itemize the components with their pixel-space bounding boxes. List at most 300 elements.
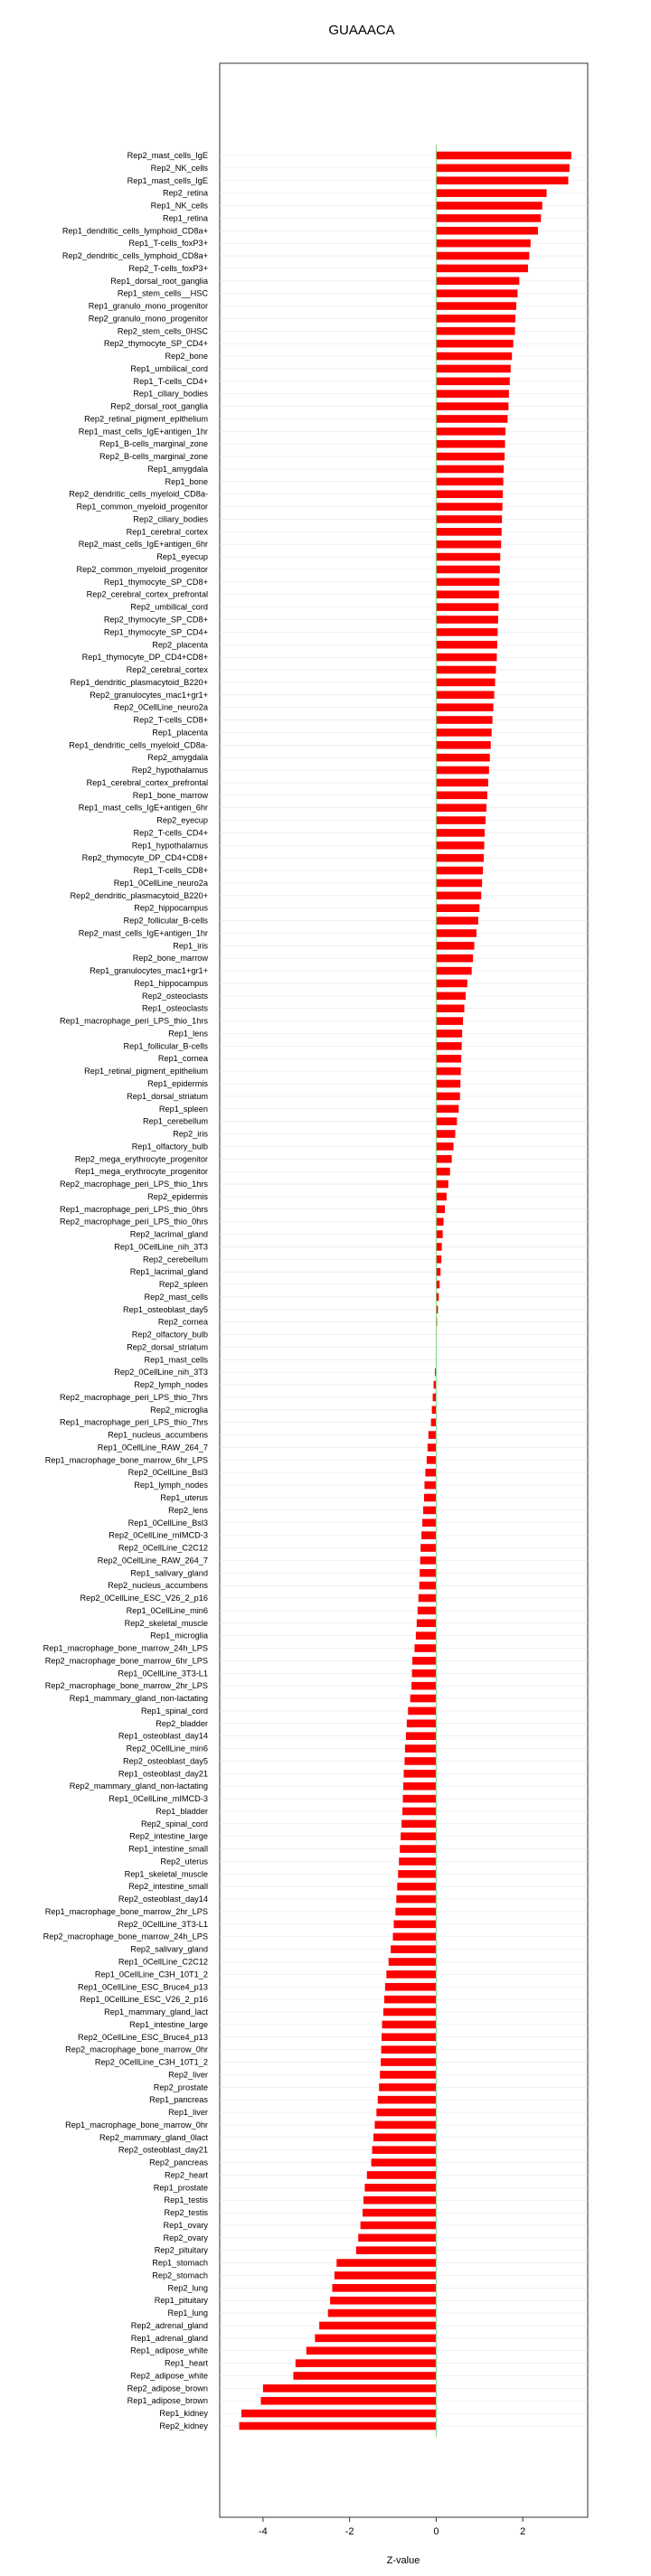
bar-Rep2_retinal_pigment_epithelium bbox=[436, 415, 507, 423]
bar-Rep1_epidermis bbox=[436, 1080, 460, 1088]
x-tick-label: 0 bbox=[433, 2526, 439, 2537]
category-label: Rep2_mast_cells_IgE bbox=[127, 151, 208, 160]
bar-Rep2_0CellLine_mIMCD-3 bbox=[421, 1531, 436, 1539]
category-label: Rep1_heart bbox=[164, 2358, 208, 2368]
category-label: Rep2_liver bbox=[168, 2070, 208, 2080]
category-labels bbox=[43, 151, 209, 2430]
category-label: Rep1_osteoblast_day14 bbox=[118, 1731, 208, 1741]
category-label: Rep2_thymocyte_SP_CD4+ bbox=[103, 339, 208, 349]
category-label: Rep1_common_myeloid_progenitor bbox=[76, 502, 208, 512]
category-label: Rep1_lens bbox=[168, 1029, 208, 1039]
category-label: Rep2_macrophage_peri_LPS_thio_7hrs bbox=[60, 1392, 208, 1402]
category-label: Rep2_macrophage_peri_LPS_thio_1hrs bbox=[60, 1180, 208, 1189]
bar-Rep2_NK_cells bbox=[436, 165, 569, 173]
category-label: Rep2_thymocyte_DP_CD4+CD8+ bbox=[81, 853, 208, 863]
category-label: Rep1_mast_cells bbox=[144, 1355, 208, 1365]
bar-Rep2_macrophage_peri_LPS_thio_7hrs bbox=[433, 1394, 437, 1402]
bar-Rep2_dendritic_plasmacytoid_B220+ bbox=[436, 892, 481, 900]
bar-Rep2_B-cells_marginal_zone bbox=[436, 453, 505, 461]
bar-Rep2_0CellLine_3T3-L1 bbox=[393, 1921, 436, 1929]
category-label: Rep2_microglia bbox=[150, 1405, 208, 1415]
category-label: Rep1_salivary_gland bbox=[130, 1568, 208, 1578]
category-label: Rep1_spinal_cord bbox=[140, 1706, 208, 1716]
category-label: Rep2_heart bbox=[164, 2170, 208, 2180]
bar-Rep2_macrophage_bone_marrow_2hr_LPS bbox=[411, 1682, 436, 1690]
bar-Rep1_retina bbox=[436, 214, 541, 222]
category-label: Rep2_0CellLine_RAW_264_7 bbox=[97, 1556, 208, 1565]
category-label: Rep1_intestine_large bbox=[129, 2019, 208, 2029]
bar-Rep1_olfactory_bulb bbox=[436, 1142, 453, 1151]
bar-Rep1_salivary_gland bbox=[420, 1569, 436, 1577]
category-label: Rep2_NK_cells bbox=[150, 163, 208, 173]
category-label: Rep2_macrophage_bone_marrow_24h_LPS bbox=[42, 1932, 208, 1941]
category-label: Rep1_0CellLine_mIMCD-3 bbox=[108, 1794, 208, 1804]
category-label: Rep2_0CellLine_C2C12 bbox=[118, 1543, 208, 1553]
bar-Rep2_bone bbox=[436, 353, 512, 361]
bar-Rep2_dendritic_cells_lymphoid_CD8a+ bbox=[436, 252, 529, 260]
category-label: Rep1_0CellLine_RAW_264_7 bbox=[97, 1443, 208, 1453]
bar-Rep1_mammary_gland_non-lactating bbox=[410, 1695, 437, 1703]
bar-Rep2_umbilical_cord bbox=[436, 603, 498, 611]
bar-Rep2_heart bbox=[367, 2171, 437, 2179]
category-label: Rep1_macrophage_peri_LPS_thio_0hrs bbox=[60, 1204, 208, 1214]
category-label: Rep2_eyecup bbox=[156, 815, 208, 825]
category-label: Rep2_ciliary_bodies bbox=[133, 514, 208, 524]
bar-Rep2_bladder bbox=[407, 1720, 437, 1728]
bar-Rep1_T-cells_CD4+ bbox=[436, 378, 509, 386]
category-label: Rep2_epidermis bbox=[147, 1191, 208, 1201]
category-label: Rep2_follicular_B-cells bbox=[123, 916, 208, 926]
bar-Rep1_mast_cells_IgE+antigen_1hr bbox=[436, 428, 505, 436]
category-label: Rep1_spleen bbox=[158, 1104, 208, 1114]
category-label: Rep2_granulo_mono_progenitor bbox=[88, 314, 208, 324]
category-label: Rep2_T-cells_CD8+ bbox=[133, 715, 208, 725]
category-label: Rep1_kidney bbox=[159, 2409, 208, 2419]
category-label: Rep1_granulocytes_mac1+gr1+ bbox=[90, 966, 208, 976]
bar-Rep2_nucleus_accumbens bbox=[420, 1582, 437, 1590]
category-label: Rep2_macrophage_peri_LPS_thio_0hrs bbox=[60, 1217, 208, 1227]
bar-Rep1_umbilical_cord bbox=[436, 365, 510, 373]
bar-Rep2_cerebellum bbox=[436, 1255, 441, 1264]
bar-Rep2_mast_cells_IgE+antigen_1hr bbox=[436, 929, 476, 937]
bar-Rep2_granulo_mono_progenitor bbox=[436, 315, 515, 323]
category-label: Rep2_spleen bbox=[158, 1280, 208, 1290]
category-label: Rep2_pituitary bbox=[154, 2245, 208, 2255]
category-label: Rep2_0CellLine_neuro2a bbox=[113, 702, 208, 712]
bar-Rep1_granulo_mono_progenitor bbox=[436, 302, 516, 310]
bar-Rep1_mast_cells_IgE+antigen_6hr bbox=[436, 804, 486, 812]
bar-Rep1_stomach bbox=[336, 2259, 436, 2267]
bar-Rep1_intestine_large bbox=[382, 2021, 437, 2029]
bar-Rep1_hippocampus bbox=[436, 980, 467, 988]
category-label: Rep1_dendritic_cells_lymphoid_CD8a+ bbox=[61, 226, 208, 236]
bar-Rep1_adipose_white bbox=[307, 2346, 437, 2355]
category-label: Rep2_adrenal_gland bbox=[130, 2320, 208, 2330]
bar-Rep1_macrophage_bone_marrow_0hr bbox=[374, 2121, 436, 2129]
bar-Rep1_0CellLine_Bsl3 bbox=[422, 1518, 436, 1527]
category-label: Rep1_hypothalamus bbox=[131, 841, 208, 851]
category-label: Rep2_osteoclasts bbox=[141, 991, 208, 1001]
bar-Rep1_amygdala bbox=[436, 465, 504, 474]
category-label: Rep2_retinal_pigment_epithelium bbox=[84, 414, 208, 424]
bar-Rep1_dorsal_root_ganglia bbox=[436, 277, 519, 285]
bar-Rep1_lymph_nodes bbox=[424, 1481, 436, 1490]
bar-Rep1_prostate bbox=[364, 2184, 436, 2192]
bar-Rep2_macrophage_bone_marrow_6hr_LPS bbox=[412, 1657, 436, 1665]
bar-Rep2_dendritic_cells_myeloid_CD8a- bbox=[436, 490, 503, 498]
category-label: Rep1_epidermis bbox=[147, 1079, 208, 1089]
category-label: Rep1_adrenal_gland bbox=[130, 2333, 208, 2343]
category-label: Rep1_lacrimal_gland bbox=[129, 1267, 208, 1277]
category-label: Rep1_placenta bbox=[152, 728, 208, 738]
category-label: Rep2_umbilical_cord bbox=[130, 602, 208, 612]
category-label: Rep2_0CellLine_3T3-L1 bbox=[118, 1919, 208, 1929]
bar-Rep2_dorsal_root_ganglia bbox=[436, 402, 508, 410]
category-label: Rep1_0CellLine_C2C12 bbox=[118, 1957, 208, 1967]
x-axis-ticks bbox=[259, 2517, 525, 2537]
bar-Rep1_kidney bbox=[241, 2410, 436, 2418]
bar-Rep1_T-cells_CD8+ bbox=[436, 867, 483, 875]
category-label: Rep2_mast_cells_IgE+antigen_6hr bbox=[78, 540, 208, 550]
bar-Rep1_bladder bbox=[402, 1808, 436, 1816]
bar-Rep1_adrenal_gland bbox=[315, 2335, 436, 2343]
category-label: Rep1_macrophage_bone_marrow_0hr bbox=[65, 2120, 208, 2129]
category-label: Rep1_mast_cells_IgE+antigen_1hr bbox=[78, 427, 208, 437]
category-label: Rep2_T-cells_CD4+ bbox=[133, 828, 208, 838]
bar-Rep1_adipose_brown bbox=[260, 2397, 436, 2405]
category-label: Rep1_T-cells_CD4+ bbox=[133, 376, 208, 386]
category-label: Rep1_hippocampus bbox=[134, 978, 208, 988]
bar-Rep2_mast_cells_IgE bbox=[436, 152, 571, 160]
bar-Rep1_cerebral_cortex bbox=[436, 528, 501, 536]
bar-Rep2_microglia bbox=[432, 1406, 437, 1415]
bar-Rep1_lung bbox=[328, 2309, 437, 2317]
bar-Rep1_B-cells_marginal_zone bbox=[436, 440, 505, 448]
category-label: Rep1_macrophage_peri_LPS_thio_1hrs bbox=[60, 1016, 208, 1026]
category-label: Rep1_thymocyte_DP_CD4+CD8+ bbox=[81, 653, 208, 663]
category-label: Rep2_lung bbox=[167, 2283, 208, 2293]
bar-Rep1_common_myeloid_progenitor bbox=[436, 503, 502, 511]
category-label: Rep2_placenta bbox=[152, 640, 208, 650]
bar-Rep2_eyecup bbox=[436, 816, 486, 824]
bar-Rep1_0CellLine_neuro2a bbox=[436, 879, 482, 888]
bar-Rep2_osteoblast_day21 bbox=[373, 2146, 437, 2154]
bar-Rep1_macrophage_peri_LPS_thio_7hrs bbox=[431, 1418, 437, 1426]
bar-Rep2_osteoblast_day5 bbox=[404, 1757, 436, 1765]
bar-Rep1_0CellLine_3T3-L1 bbox=[412, 1669, 437, 1678]
bar-Rep2_mammary_gland_0lact bbox=[373, 2133, 436, 2141]
bar-Rep2_granulocytes_mac1+gr1+ bbox=[436, 691, 494, 699]
category-label: Rep2_cerebral_cortex_prefrontal bbox=[86, 589, 208, 599]
bar-Rep2_placenta bbox=[436, 641, 497, 649]
category-label: Rep2_osteoblast_day21 bbox=[118, 2145, 208, 2155]
bar-Rep2_macrophage_peri_LPS_thio_1hrs bbox=[436, 1180, 448, 1189]
category-label: Rep1_mast_cells_IgE bbox=[127, 175, 208, 185]
bar-Rep2_macrophage_peri_LPS_thio_0hrs bbox=[436, 1217, 443, 1226]
x-tick-label: 2 bbox=[520, 2526, 526, 2537]
bar-Rep2_spinal_cord bbox=[401, 1820, 436, 1829]
bar-Rep2_0CellLine_neuro2a bbox=[436, 703, 493, 711]
bar-Rep1_macrophage_peri_LPS_thio_1hrs bbox=[436, 1017, 463, 1025]
bar-Rep2_bone_marrow bbox=[436, 954, 473, 963]
category-label: Rep2_cerebral_cortex bbox=[126, 665, 208, 675]
bar-Rep1_iris bbox=[436, 942, 474, 950]
category-label: Rep1_follicular_B-cells bbox=[123, 1041, 208, 1051]
category-label: Rep1_0CellLine_3T3-L1 bbox=[118, 1669, 208, 1678]
bar-Rep1_intestine_small bbox=[400, 1845, 436, 1853]
bar-Rep2_mega_erythrocyte_progenitor bbox=[436, 1155, 451, 1163]
category-label: Rep2_amygdala bbox=[147, 753, 208, 763]
category-label: Rep2_ovary bbox=[163, 2233, 208, 2242]
category-label: Rep1_T-cells_CD8+ bbox=[133, 866, 208, 876]
x-tick-label: -2 bbox=[344, 2526, 354, 2537]
bar-Rep2_kidney bbox=[240, 2422, 437, 2430]
bar-Rep2_adipose_white bbox=[293, 2372, 436, 2380]
bar-Rep1_granulocytes_mac1+gr1+ bbox=[436, 967, 471, 975]
category-label: Rep1_thymocyte_SP_CD8+ bbox=[103, 577, 208, 587]
bar-Rep1_osteoblast_day14 bbox=[406, 1732, 437, 1740]
category-label: Rep2_bone_marrow bbox=[132, 954, 208, 964]
category-label: Rep2_dorsal_striatum bbox=[127, 1342, 208, 1352]
bar-Rep1_mega_erythrocyte_progenitor bbox=[436, 1168, 449, 1176]
bar-Rep2_0CellLine_ESC_V26_2_p16 bbox=[419, 1594, 437, 1603]
category-label: Rep2_macrophage_bone_marrow_0hr bbox=[65, 2045, 208, 2054]
category-label: Rep1_0CellLine_neuro2a bbox=[113, 878, 208, 888]
bar-Rep2_amygdala bbox=[436, 754, 489, 762]
category-label: Rep1_liver bbox=[168, 2108, 208, 2118]
bar-Rep2_0CellLine_RAW_264_7 bbox=[420, 1556, 437, 1565]
category-label: Rep2_intestine_large bbox=[129, 1831, 208, 1841]
category-label: Rep2_cornea bbox=[157, 1317, 208, 1327]
bar-Rep1_thymocyte_SP_CD4+ bbox=[436, 628, 497, 636]
bar-Rep2_0CellLine_C3H_10T1_2 bbox=[381, 2058, 436, 2066]
category-label: Rep1_0CellLine_nih_3T3 bbox=[114, 1242, 208, 1252]
category-label: Rep2_bladder bbox=[156, 1718, 208, 1728]
bar-Rep2_0CellLine_min6 bbox=[405, 1744, 436, 1753]
category-label: Rep2_intestine_small bbox=[128, 1882, 208, 1892]
category-label: Rep2_testis bbox=[164, 2208, 208, 2218]
bar-Rep1_ciliary_bodies bbox=[436, 390, 508, 398]
bar-Rep2_testis bbox=[363, 2209, 436, 2217]
bar-Rep2_liver bbox=[380, 2071, 436, 2079]
bar-Rep1_skeletal_muscle bbox=[398, 1870, 436, 1878]
category-label: Rep2_olfactory_bulb bbox=[131, 1330, 208, 1340]
category-label: Rep1_0CellLine_ESC_Bruce4_p13 bbox=[77, 1982, 208, 1992]
bar-Rep2_iris bbox=[436, 1130, 455, 1138]
bar-Rep2_lacrimal_gland bbox=[436, 1230, 442, 1238]
bar-Rep1_macrophage_bone_marrow_2hr_LPS bbox=[395, 1908, 436, 1916]
category-label: Rep1_pituitary bbox=[154, 2296, 208, 2306]
bar-Rep1_spleen bbox=[436, 1105, 458, 1113]
bar-Rep1_uterus bbox=[424, 1494, 436, 1502]
bar-Rep1_pancreas bbox=[378, 2096, 437, 2104]
category-label: Rep1_uterus bbox=[160, 1492, 208, 1502]
bar-Rep1_0CellLine_C2C12 bbox=[389, 1958, 437, 1966]
category-label: Rep2_mega_erythrocyte_progenitor bbox=[74, 1154, 208, 1164]
bar-Rep2_thymocyte_SP_CD4+ bbox=[436, 340, 513, 348]
bar-Rep1_thymocyte_DP_CD4+CD8+ bbox=[436, 653, 496, 662]
category-label: Rep2_0CellLine_ESC_V26_2_p16 bbox=[80, 1594, 208, 1603]
bar-Rep1_hypothalamus bbox=[436, 841, 484, 850]
bar-Rep2_thymocyte_SP_CD8+ bbox=[436, 616, 497, 624]
bar-Rep2_skeletal_muscle bbox=[417, 1619, 437, 1627]
category-label: Rep2_nucleus_accumbens bbox=[108, 1581, 208, 1591]
bar-Rep1_ovary bbox=[361, 2222, 437, 2230]
bar-Rep2_0CellLine_Bsl3 bbox=[425, 1469, 436, 1477]
category-label: Rep2_prostate bbox=[153, 2082, 208, 2092]
category-label: Rep1_retinal_pigment_epithelium bbox=[84, 1067, 208, 1076]
category-label: Rep1_prostate bbox=[153, 2183, 208, 2193]
category-label: Rep1_bone bbox=[165, 476, 208, 486]
category-label: Rep1_cerebellum bbox=[142, 1116, 208, 1126]
category-label: Rep1_mammary_gland_lact bbox=[104, 2007, 208, 2017]
bar-Rep2_adrenal_gland bbox=[319, 2322, 436, 2330]
bar-Rep1_0CellLine_nih_3T3 bbox=[436, 1243, 441, 1251]
bar-Rep2_stem_cells_0HSC bbox=[436, 327, 514, 335]
bar-Rep2_prostate bbox=[379, 2083, 436, 2092]
category-label: Rep2_dendritic_cells_lymphoid_CD8a+ bbox=[61, 251, 208, 261]
bar-Rep1_bone_marrow bbox=[436, 791, 487, 799]
bar-Rep2_cerebral_cortex_prefrontal bbox=[436, 590, 498, 598]
category-label: Rep1_granulo_mono_progenitor bbox=[88, 301, 208, 311]
category-label: Rep2_granulocytes_mac1+gr1+ bbox=[90, 690, 208, 700]
category-label: Rep1_macrophage_bone_marrow_6hr_LPS bbox=[44, 1455, 208, 1465]
bar-Rep1_liver bbox=[376, 2109, 436, 2117]
category-label: Rep1_macrophage_peri_LPS_thio_7hrs bbox=[60, 1417, 208, 1427]
bar-Rep1_dendritic_cells_lymphoid_CD8a+ bbox=[436, 227, 538, 235]
bar-Rep1_0CellLine_C3H_10T1_2 bbox=[386, 1970, 436, 1979]
category-label: Rep1_B-cells_marginal_zone bbox=[99, 439, 208, 449]
category-label: Rep1_mast_cells_IgE+antigen_6hr bbox=[78, 803, 208, 813]
category-label: Rep1_eyecup bbox=[156, 552, 208, 562]
bar-Rep2_pancreas bbox=[372, 2158, 437, 2167]
category-label: Rep1_osteoclasts bbox=[141, 1003, 208, 1013]
category-label: Rep1_0CellLine_Bsl3 bbox=[127, 1518, 208, 1528]
category-label: Rep1_nucleus_accumbens bbox=[108, 1430, 208, 1440]
category-label: Rep2_hypothalamus bbox=[131, 766, 208, 776]
category-label: Rep1_skeletal_muscle bbox=[124, 1869, 208, 1879]
category-label: Rep2_mammary_gland_0lact bbox=[99, 2132, 208, 2142]
category-label: Rep2_cerebellum bbox=[142, 1255, 208, 1264]
category-label: Rep2_0CellLine_mIMCD-3 bbox=[108, 1530, 208, 1540]
category-label: Rep2_dendritic_cells_myeloid_CD8a- bbox=[69, 489, 208, 499]
category-label: Rep1_ovary bbox=[163, 2220, 208, 2230]
category-label: Rep2_salivary_gland bbox=[130, 1944, 208, 1954]
category-label: Rep2_0CellLine_C3H_10T1_2 bbox=[94, 2057, 208, 2067]
category-label: Rep2_mast_cells_IgE+antigen_1hr bbox=[78, 928, 208, 938]
category-label: Rep1_0CellLine_C3H_10T1_2 bbox=[94, 1970, 208, 1979]
category-label: Rep1_T-cells_foxP3+ bbox=[128, 239, 208, 249]
bar-Rep2_cerebral_cortex bbox=[436, 666, 495, 674]
category-label: Rep1_lung bbox=[167, 2308, 208, 2318]
category-label: Rep2_macrophage_bone_marrow_6hr_LPS bbox=[44, 1656, 208, 1666]
bar-Rep1_mast_cells_IgE bbox=[436, 176, 568, 184]
bar-Rep2_pituitary bbox=[356, 2246, 437, 2254]
bar-Rep1_pituitary bbox=[330, 2297, 436, 2305]
category-label: Rep2_stem_cells_0HSC bbox=[117, 326, 208, 336]
category-label: Rep2_adipose_brown bbox=[127, 2383, 208, 2393]
bar-Rep1_0CellLine_ESC_V26_2_p16 bbox=[384, 1996, 436, 2004]
category-label: Rep1_cerebral_cortex bbox=[126, 527, 208, 537]
category-label: Rep1_thymocyte_SP_CD4+ bbox=[103, 627, 208, 637]
category-label: Rep2_T-cells_foxP3+ bbox=[128, 263, 208, 273]
category-label: Rep1_adipose_white bbox=[130, 2346, 208, 2355]
category-label: Rep1_pancreas bbox=[149, 2095, 208, 2105]
bar-Rep2_lens bbox=[423, 1507, 436, 1515]
category-label: Rep1_umbilical_cord bbox=[130, 363, 208, 373]
bar-Rep1_dorsal_striatum bbox=[436, 1093, 459, 1101]
category-label: Rep2_adipose_white bbox=[130, 2371, 208, 2381]
category-label: Rep1_ciliary_bodies bbox=[133, 389, 208, 399]
bar-Rep2_uterus bbox=[399, 1857, 436, 1866]
category-label: Rep1_bladder bbox=[156, 1806, 208, 1816]
category-label: Rep2_dorsal_root_ganglia bbox=[110, 401, 208, 411]
bar-Rep1_microglia bbox=[416, 1631, 437, 1640]
bar-Rep1_heart bbox=[296, 2359, 437, 2367]
category-label: Rep1_mega_erythrocyte_progenitor bbox=[74, 1167, 208, 1177]
bar-Rep2_thymocyte_DP_CD4+CD8+ bbox=[436, 854, 484, 862]
bar-Rep1_cerebellum bbox=[436, 1117, 457, 1125]
category-label: Rep1_iris bbox=[173, 941, 208, 951]
category-label: Rep2_dendritic_plasmacytoid_B220+ bbox=[70, 890, 208, 900]
bar-Rep1_lens bbox=[436, 1029, 462, 1038]
category-label: Rep2_thymocyte_SP_CD8+ bbox=[103, 615, 208, 625]
category-label: Rep2_0CellLine_nih_3T3 bbox=[114, 1368, 208, 1377]
bar-Rep2_osteoblast_day14 bbox=[396, 1895, 436, 1904]
category-label: Rep1_stem_cells__HSC bbox=[117, 288, 208, 298]
bar-Rep1_NK_cells bbox=[436, 202, 542, 210]
bar-Rep2_T-cells_CD4+ bbox=[436, 829, 485, 837]
category-label: Rep1_mammary_gland_non-lactating bbox=[69, 1694, 208, 1704]
bar-Rep1_0CellLine_ESC_Bruce4_p13 bbox=[385, 1983, 437, 1991]
bar-Rep2_spleen bbox=[436, 1281, 439, 1289]
category-label: Rep2_osteoblast_day5 bbox=[123, 1756, 208, 1766]
category-label: Rep2_stomach bbox=[152, 2270, 208, 2280]
category-label: Rep2_kidney bbox=[159, 2421, 208, 2430]
category-label: Rep2_spinal_cord bbox=[140, 1819, 208, 1829]
category-label: Rep1_retina bbox=[162, 213, 208, 223]
category-label: Rep1_cerebral_cortex_prefrontal bbox=[86, 777, 208, 787]
bar-Rep1_dendritic_plasmacytoid_B220+ bbox=[436, 679, 495, 687]
category-label: Rep1_intestine_small bbox=[128, 1844, 208, 1854]
bar-Rep2_macrophage_bone_marrow_24h_LPS bbox=[393, 1932, 437, 1941]
bar-Rep1_macrophage_bone_marrow_6hr_LPS bbox=[427, 1456, 437, 1464]
category-label: Rep2_hippocampus bbox=[134, 903, 208, 913]
category-label: Rep1_NK_cells bbox=[150, 201, 208, 211]
category-label: Rep1_0CellLine_min6 bbox=[126, 1605, 208, 1615]
category-label: Rep2_mammary_gland_non-lactating bbox=[69, 1782, 208, 1791]
bar-Rep2_osteoclasts bbox=[436, 992, 466, 1001]
bar-Rep1_placenta bbox=[436, 729, 491, 737]
bar-Rep2_common_myeloid_progenitor bbox=[436, 566, 499, 574]
category-label: Rep2_lens bbox=[168, 1505, 208, 1515]
category-label: Rep1_macrophage_bone_marrow_24h_LPS bbox=[42, 1643, 208, 1653]
category-label: Rep2_common_myeloid_progenitor bbox=[76, 564, 208, 574]
category-label: Rep2_0CellLine_ESC_Bruce4_p13 bbox=[77, 2032, 208, 2042]
category-label: Rep2_lymph_nodes bbox=[134, 1380, 208, 1390]
category-label: Rep2_osteoblast_day14 bbox=[118, 1894, 208, 1904]
bar-Rep2_retina bbox=[436, 189, 546, 197]
category-label: Rep1_0CellLine_ESC_V26_2_p16 bbox=[80, 1995, 208, 2005]
category-label: Rep1_dendritic_plasmacytoid_B220+ bbox=[70, 677, 208, 687]
bar-Rep1_cerebral_cortex_prefrontal bbox=[436, 779, 487, 787]
x-axis-title: Z-value bbox=[386, 2555, 420, 2566]
bar-Rep1_eyecup bbox=[436, 553, 500, 561]
category-label: Rep1_cornea bbox=[157, 1054, 208, 1064]
bar-Rep2_hippocampus bbox=[436, 904, 479, 912]
bar-Rep2_epidermis bbox=[436, 1193, 446, 1201]
category-label: Rep1_bone_marrow bbox=[132, 790, 208, 800]
